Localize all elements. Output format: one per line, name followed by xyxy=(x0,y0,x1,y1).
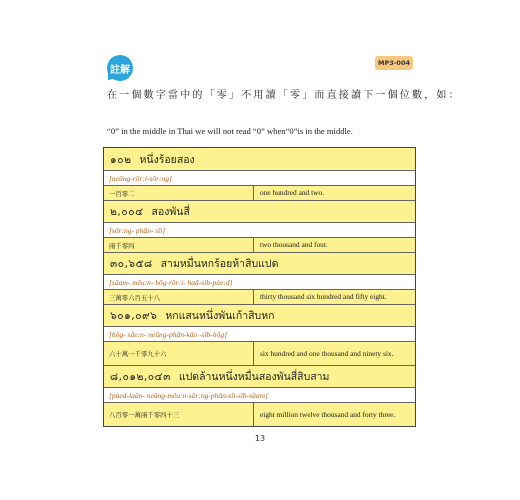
intro-english: “0” in the middle in Thai we will not read “0” when“0”is in the middle. xyxy=(107,126,353,136)
thai-words: หนึ่งร้อยสอง xyxy=(139,153,195,166)
thai-words: สองพันสี่ xyxy=(151,206,190,218)
page-number: 13 xyxy=(254,434,266,443)
romanization-row xyxy=(104,387,415,402)
chinese-translation: 兩千零四 xyxy=(104,238,254,252)
romanization: [sōr:ng- phān- sīi] xyxy=(109,225,166,235)
thai-numeral: ๘,๐๑๒,๐๔๓ xyxy=(110,371,171,383)
translation-row xyxy=(104,237,415,252)
romanization: [pàed-laān- neūng-mēu:n-sōr:ng-phān-sīi-sīb-sǎam] xyxy=(109,390,268,400)
translation-row xyxy=(104,341,415,365)
english-translation: two thousand and four. xyxy=(260,240,328,249)
translation-row xyxy=(104,289,415,304)
romanization: [neūng-rōr:i-sōr:ng] xyxy=(109,173,172,183)
audio-track-tag: MP3-004 xyxy=(375,56,413,70)
thai-numeral: ๑๐๒ xyxy=(110,153,132,166)
romanization-row xyxy=(104,170,415,185)
thai-numeral: ๓๐,๖๕๘ xyxy=(110,258,153,270)
romanization: [hōg- sǎe:n- neūng-phān-kâo -sīb-hōg] xyxy=(109,329,228,339)
examples-table xyxy=(103,147,416,427)
thai-numeral: ๒,๐๐๔ xyxy=(110,206,144,218)
thai-words: หกแสนหนึ่งพันเก้าสิบหก xyxy=(165,310,275,322)
english-translation: one hundred and two. xyxy=(260,188,325,197)
intro-chinese: 在一個數字當中的「零」不用讀「零」而直接讀下一個位數，如： xyxy=(107,90,461,101)
thai-words: สามหมื่นหกร้อยห้าสิบแปด xyxy=(160,258,279,270)
romanization-row xyxy=(104,326,415,341)
chinese-translation: 三萬零六百五十八 xyxy=(104,290,254,304)
chinese-translation: 一百零二 xyxy=(104,186,254,200)
romanization-row xyxy=(104,274,415,289)
thai-row xyxy=(104,304,415,326)
chinese-translation: 六十萬一千零九十六 xyxy=(104,342,254,365)
thai-row xyxy=(104,148,415,170)
english-translation: eight million twelve thousand and forty three. xyxy=(260,409,396,419)
thai-row xyxy=(104,252,415,274)
thai-row xyxy=(104,200,415,222)
translation-row xyxy=(104,402,415,426)
english-translation: six hundred and one thousand and ninety six. xyxy=(260,348,394,358)
romanization: [sāam- mēu:n- hōg-rōr:i- haā-sib-pàe:d] xyxy=(109,277,233,287)
thai-numeral: ๖๐๑,๐๙๖ xyxy=(110,310,158,322)
thai-row xyxy=(104,365,415,387)
annotation-badge: 註解 xyxy=(107,55,133,81)
thai-words: แปดล้านหนึ่งหมื่นสองพันสี่สิบสาม xyxy=(178,371,330,383)
translation-row xyxy=(104,185,415,200)
romanization-row xyxy=(104,222,415,237)
chinese-translation: 八百零一萬兩千零四十三 xyxy=(104,403,254,426)
english-translation: thirty thousand six hundred and fifty eight. xyxy=(260,292,387,301)
